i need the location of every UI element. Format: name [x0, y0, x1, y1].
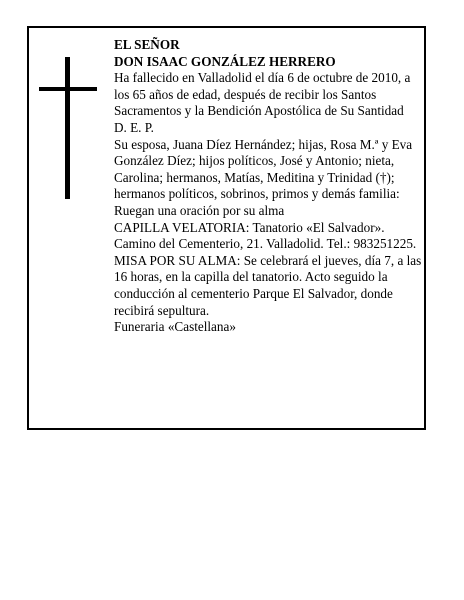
- cross-icon: [39, 57, 97, 199]
- notice-title: EL SEÑOR: [114, 37, 180, 52]
- notice-text: [114, 37, 422, 336]
- mass-info: MISA POR SU ALMA: Se celebrará el jueves, día 7, a las 16 horas, en la capilla del tanatorio. Acto seguido la conducción al cementerio Parque El Salvador, donde recibirá sepultura.: [114, 252, 422, 318]
- deceased-name: DON ISAAC GONZÁLEZ HERRERO: [114, 53, 336, 69]
- funeral-home: Funeraria «Castellana»: [114, 319, 236, 335]
- prayer-request: Ruegan una oración por su alma: [114, 202, 285, 218]
- cross-horizontal-bar: [39, 87, 97, 91]
- obituary-notice: [27, 26, 426, 430]
- death-announcement: Ha fallecido en Valladolid el día 6 de octubre de 2010, a los 65 años de edad, después de recibir los Santos Sacramentos y la Bendición Apostólica de Su Santidad: [114, 70, 411, 119]
- rip-text: D. E. P.: [114, 119, 154, 135]
- family-list: Su esposa, Juana Díez Hernández; hijas, Rosa M.ª y Eva González Díez; hijos políticos, José y Antonio; nieta, Carolina; hermanos, Matías, Meditina y Trinidad (†); hermanos políticos, sobrinos, primos y demás familia:: [114, 136, 413, 202]
- cross-vertical-bar: [65, 57, 70, 199]
- chapel-info: CAPILLA VELATORIA: Tanatorio «El Salvador». Camino del Cementerio, 21. Valladolid. Tel.: 983251225.: [114, 219, 417, 252]
